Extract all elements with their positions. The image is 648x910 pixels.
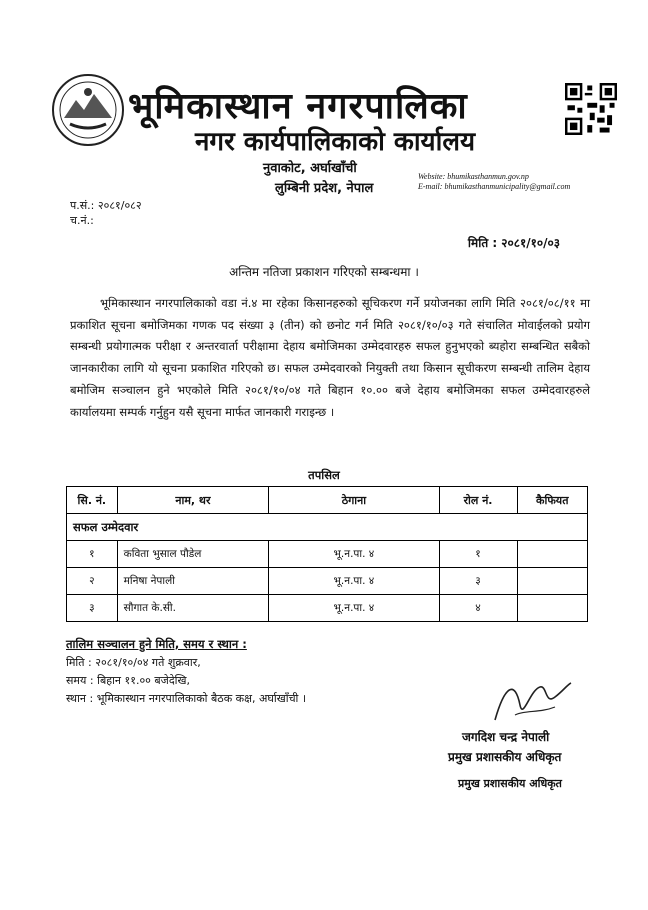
- header-address: ठेगाना: [269, 487, 439, 514]
- chalani-number: च.नं.:: [70, 214, 94, 227]
- cell-sn: १: [67, 541, 118, 568]
- cell-remark: [517, 595, 588, 622]
- cell-remark: [517, 568, 588, 595]
- cell-address: भू.न.पा. ४: [269, 541, 439, 568]
- office-name: नगर कार्यपालिकाको कार्यालय: [195, 127, 476, 157]
- table-row: [67, 541, 588, 568]
- cell-sn: ३: [67, 595, 118, 622]
- cell-roll: १: [439, 541, 517, 568]
- signature-scribble: [485, 675, 575, 730]
- signatory-name: जगदिश चन्द्र नेपाली: [462, 730, 550, 744]
- notice-subject: अन्तिम नतिजा प्रकाशन गरिएको सम्बन्धमा ।: [229, 265, 419, 279]
- qr-code-icon: [565, 83, 617, 135]
- cell-address: भू.न.पा. ४: [269, 568, 439, 595]
- group-row: [67, 514, 588, 541]
- training-place: स्थान : भूमिकास्थान नगरपालिकाको बैठक कक्ष, अर्घाखाँची ।: [66, 692, 307, 705]
- training-date: मिति : २०८१/१०/०४ गते शुक्रवार,: [66, 656, 201, 669]
- reference-block: [70, 198, 142, 228]
- header-roll: रोल नं.: [439, 487, 517, 514]
- table-header-row: [67, 487, 588, 514]
- group-label: सफल उम्मेदवार: [67, 514, 588, 541]
- cell-sn: २: [67, 568, 118, 595]
- org-name: भूमिकास्थान नगरपालिका: [128, 86, 468, 127]
- cell-roll: ३: [439, 568, 517, 595]
- table-row: [67, 595, 588, 622]
- official-stamp: प्रमुख प्रशासकीय अधिकृत: [458, 777, 562, 790]
- municipality-logo: [50, 72, 126, 148]
- cell-roll: ४: [439, 595, 517, 622]
- email-text: E-mail: bhumikasthanmunicipality@gmail.com: [418, 182, 571, 191]
- result-table: [66, 486, 588, 622]
- cell-remark: [517, 541, 588, 568]
- training-heading: तालिम सञ्चालन हुने मिति, समय र स्थान :: [66, 637, 247, 651]
- header-remark: कैफियत: [517, 487, 588, 514]
- header-name: नाम, थर: [117, 487, 269, 514]
- notice-body: भूमिकास्थान नगरपालिकाको वडा नं.४ मा रहेका किसानहरुको सूचिकरण गर्ने प्रयोजनका लागि मिति २०८१/०८/११ मा प्रकाशित सूचना बमोजिमका गणक पद संख्या ३ (तीन) को छनोट गर्न मिति २०८१/१०/०३ गते संचालित मोवाईलको प्रयोग सम्बन्धी प्रयोगात्मक परीक्षा र अन्तरवार्ता परीक्षामा देहाय बमोजिमका उम्मेदवारहरु सफल हुनुभएको ब्यहोरा सम्बन्धित सबैको जानकारीका लागि यो सूचना प्रकाशित गरिएको छ। सफल उम्मेदवारको नियुक्ती तथा किसान सूचीकरण सम्बन्धी तालिम देहाय बमोजिम सञ्चालन हुने भएकोले मिति २०८१/१०/०४ गते बिहान १०.०० बजे देहाय बमोजिमका सफल उम्मेदवारहरुले कार्यालयमा सम्पर्क गर्नुहुन यसै सूचना मार्फत जानकारी गराइन्छ ।: [70, 296, 590, 419]
- detail-title: तपसिल: [308, 468, 340, 482]
- signatory-title: प्रमुख प्रशासकीय अधिकृत: [448, 750, 562, 764]
- patra-sankhya: प.सं.: २०८१/०८२: [70, 199, 142, 212]
- training-time: समय : बिहान ११.०० बजेदेखि,: [66, 674, 191, 687]
- cell-address: भू.न.पा. ४: [269, 595, 439, 622]
- cell-name: सौगात के.सी.: [117, 595, 269, 622]
- province-address: लुम्बिनी प्रदेश, नेपाल: [275, 181, 374, 196]
- cell-name: मनिषा नेपाली: [117, 568, 269, 595]
- website-text: Website: bhumikasthanmun.gov.np: [418, 172, 529, 181]
- district-address: नुवाकोट, अर्घाखाँची: [263, 161, 357, 176]
- cell-name: कविता भुसाल पौडेल: [117, 541, 269, 568]
- table-row: [67, 568, 588, 595]
- notice-date: मिति : २०८१/१०/०३: [467, 236, 560, 250]
- header-sn: सि. नं.: [67, 487, 118, 514]
